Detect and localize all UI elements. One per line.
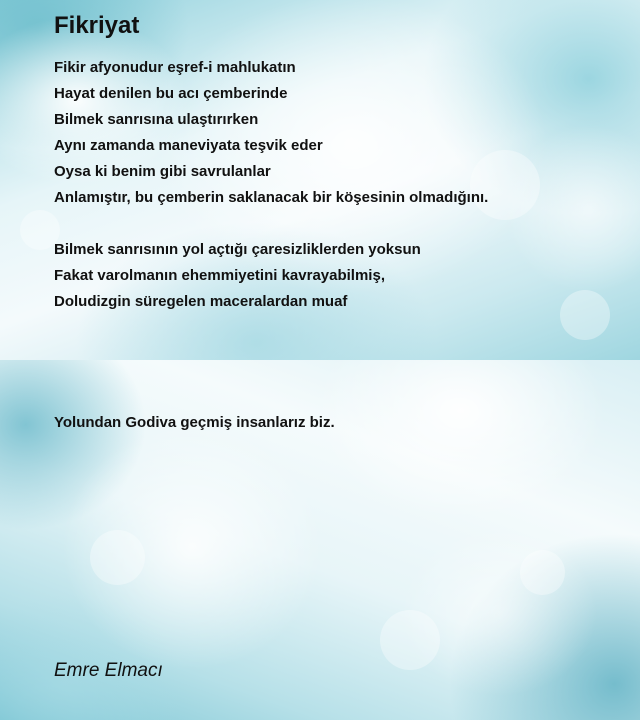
poem-line: Bilmek sanrısının yol açtığı çaresizliklerden yoksun bbox=[54, 241, 421, 258]
poem-line: Oysa ki benim gibi savrulanlar bbox=[54, 163, 271, 180]
poem-line: Hayat denilen bu acı çemberinde bbox=[54, 85, 288, 102]
bokeh-light bbox=[90, 530, 145, 585]
poem-closing-line: Yolundan Godiva geçmiş insanlarız biz. bbox=[54, 414, 335, 431]
poem-line: Doludizgin süregelen maceralardan muaf bbox=[54, 293, 348, 310]
poem-line: Bilmek sanrısına ulaştırırken bbox=[54, 111, 259, 128]
poem-line: Anlamıştır, bu çemberin saklanacak bir köşesinin olmadığını. bbox=[54, 189, 489, 206]
stanza-2 bbox=[54, 237, 421, 315]
poem-card-bottom bbox=[0, 360, 640, 720]
poem-author: Emre Elmacı bbox=[54, 660, 163, 681]
bokeh-light bbox=[380, 610, 440, 670]
stanza-1 bbox=[54, 55, 488, 211]
bokeh-light bbox=[520, 550, 565, 595]
poem-line: Aynı zamanda maneviyata teşvik eder bbox=[54, 137, 323, 154]
poem-title: Fikriyat bbox=[54, 12, 140, 39]
poem-line: Fikir afyonudur eşref-i mahlukatın bbox=[54, 59, 296, 76]
poem-line: Fakat varolmanın ehemmiyetini kavrayabilmiş, bbox=[54, 267, 385, 284]
bokeh-light bbox=[560, 290, 610, 340]
